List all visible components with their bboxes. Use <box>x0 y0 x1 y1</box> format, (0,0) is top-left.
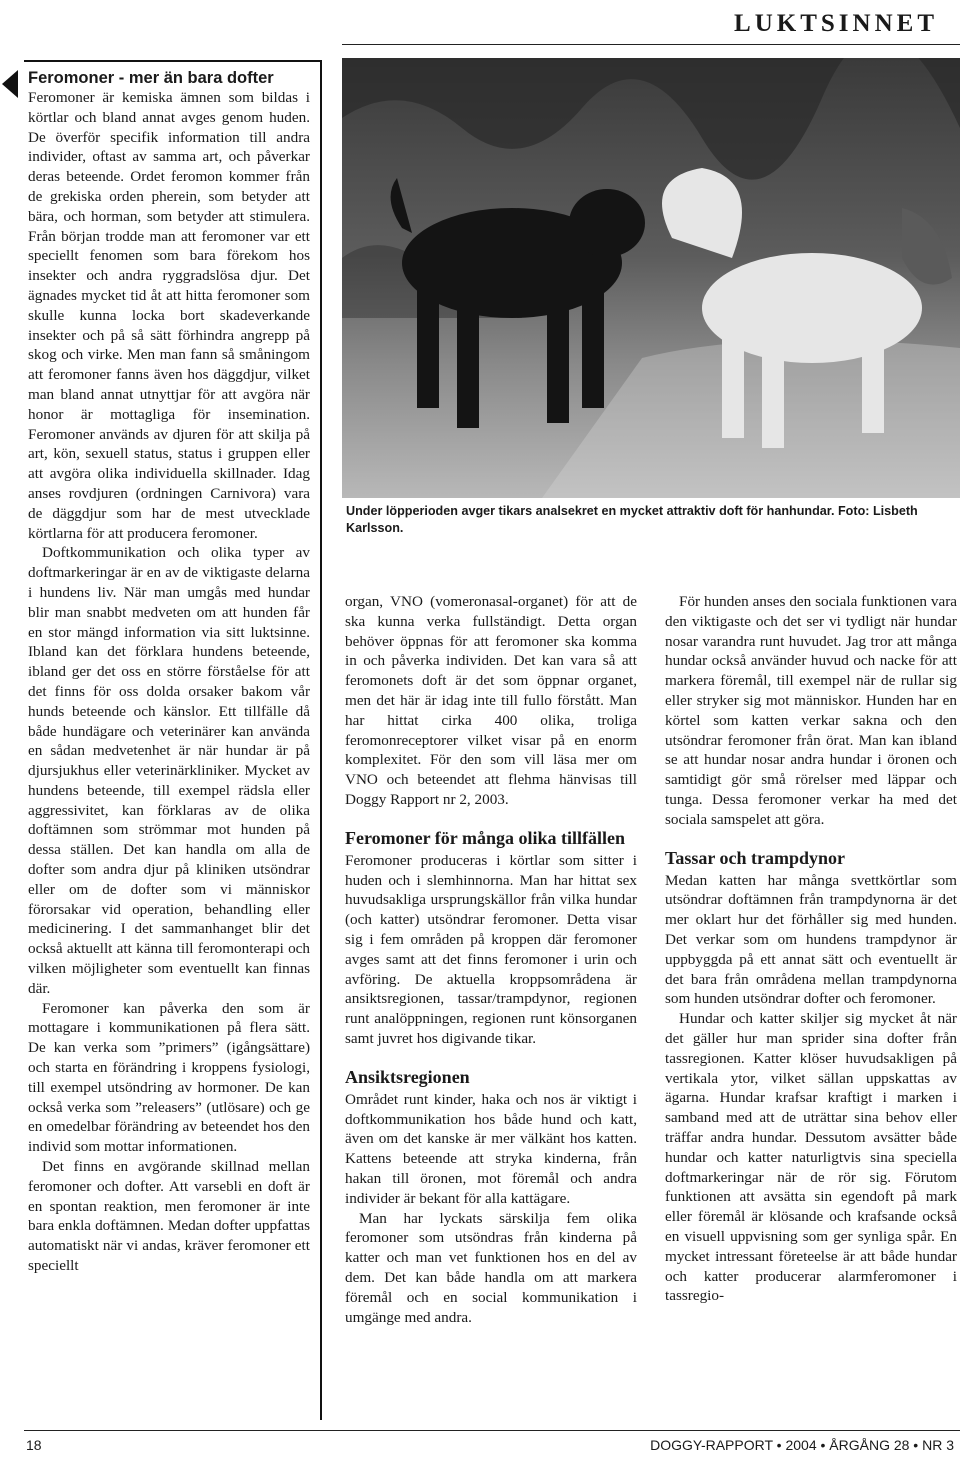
dogs-photo <box>342 58 960 498</box>
body-paragraph: organ, VNO (vomeronasal-organet) för att de ska kunna verka fullständigt. Detta organ behöver öppnas för att feromoner ska komma in och påverka individen. Det kan vara så att feromonets doft är det som öppnar organet, men det här är idag inte till fullo förstått. Man har hittat cirka 400 olika, troliga feromonreceptorer vilket visar på en enorm komplexitet. För den som vill läsa mer om VNO och beteendet att flehma hänvisas till Doggy Rapport nr 2, 2003. <box>345 593 637 808</box>
section-heading: Ansiktsregionen <box>345 1066 470 1087</box>
body-paragraph: För hunden anses den sociala funktionen vara den viktigaste och det ser vi tydligt när hundar nosar varandra runt huvudet. Jag tror att många hundar också använder huvud och nacke för att markera föremål, till exempel när de rullar sig eller stryker sig mot människor. Hunden har en körtel som katten verkar sakna och den utsöndrar feromoner från örat. Man kan ibland se att hundar nosar andra hundar i öronen och samtidigt gör små rörelser med läppar och tunga. Dessa feromoner verkar ha med det sociala samspelet att göra. <box>665 593 957 828</box>
section-title: LUKTSINNET <box>734 10 938 37</box>
publication-info: DOGGY-RAPPORT • 2004 • ÅRGÅNG 28 • NR 3 <box>650 1437 954 1453</box>
sidebar-paragraph: Doftkommunikation och olika typer av doftmarkeringar är en av de viktigaste delarna i hundens liv. När man umgås med hundar blir man snabbt medveten om att hunden får en stor mängd information via sitt luktsinne. Ibland kan det förklara hundens beteende, ibland ger det oss en större förståelse för att det finns för oss dolda orsaker bakom vår hunds beteende och känslor. Ett tillfälle då både hundägare och veterinärer kan använda en sådan medvetenhet är när hundar är på djursjukhus eller veterinärkliniker. Mycket av hundens beteende, till exempel rädsla eller aggressivitet, kan förklaras av de olika doftämnen som strömmar mot hunden på dessa ställen. Det kan handla om alla de dofter som andra djur på kliniken utsöndrar eller om de dofter som vi människor förorsakar vid operation, behandling eller medicinering. I det sammanhanget blir det också aktuellt att känna till feromonterapi och vilken möjligheter som eventuellt kan finnas där. <box>28 544 310 997</box>
dogs-photo-illustration <box>342 58 960 498</box>
sidebar-paragraph: Feromoner kan påverka den som är mottagare i kommunikationen på flera sätt. De kan verka som ”primers” (igångsättare) och starta en förändring i kroppens fysiologi, till exempel utsöndring av hormoner. De kan också verka som ”releasers” (utlösare) och ge en omedelbar förändring av beteendet hos den individ som mottar informationen. <box>28 999 310 1156</box>
section-heading: Feromoner för många olika tillfällen <box>345 827 625 848</box>
column-3 <box>665 592 957 1412</box>
sidebar-box <box>24 60 322 1420</box>
sidebar-paragraph: Feromoner är kemiska ämnen som bildas i körtlar och bland annat avges genom huden. De överför specifik information till andra individer, oftast av samma art, och påverkar deras beteende. Ordet feromon kommer från de grekiska orden pherein, som betyder att bära, och horman, som betyder att stimulera. Från början trodde man att feromoner var ett speciellt fenomen som bara förekom hos insekter och andra ryggradslösa djur. Det ägnades mycket tid åt att hitta feromoner som skulle kunna locka bort skadeverkande insekter och på så sätt förhindra angrepp på skog och virke. Men man fann så småningom att feromoner fanns även hos däggdjur, vilket man bland annat utnyttjar för att avgöra när honor är mottagliga för insemination. Feromoner används av djuren för att skilja på art, kön, sexuell status, status i gruppen eller att avgöra olika individuella skillnader. Idag anses rovdjuren (ordningen Carnivora) vara de däggdjur som har de mest utvecklade körtlarna för att producera feromoner. <box>28 89 310 542</box>
column-2 <box>345 592 637 1412</box>
sidebar-heading: Feromoner - mer än bara dofter <box>28 69 274 87</box>
page-number: 18 <box>26 1437 42 1453</box>
arrow-left-icon <box>2 70 18 98</box>
sidebar-paragraph: Det finns en avgörande skillnad mellan feromoner och dofter. Att varsebli en doft är en spontan reaktion, men feromoner är inte bara enkla doftämnen. Medan dofter uppfattas automatiskt när vi andas, kräver feromoner ett speciellt <box>28 1158 310 1275</box>
body-paragraph: Medan katten har många svettkörtlar som utsöndrar doftämnen från trampdynorna är det mer oklart hur det förhåller sig med hunden. Det verkar som om hundens trampdynor är uppbyggda på ett annat sätt och eventuellt är det bara från områdena mellan trampdynorna som hunden utsöndrar dofter och feromoner. <box>665 871 957 1008</box>
body-paragraph: Feromoner produceras i körtlar som sitter i huden och i slemhinnorna. Man har hittat sex huvudsakliga ursprungskällor från vilka hundar (och katter) utsöndrar feromoner. Detta visar sig i fem områden på kroppen där feromoner avges samt att det finns feromoner i urin och avföring. De aktuella kroppsområdena är ansiktsregionen, tassar/trampdynor, regionen runt analöppningen, regionen runt könsorganen samt juvret hos digivande tikar. <box>345 851 637 1047</box>
footer-rule <box>24 1430 960 1431</box>
body-paragraph: Området runt kinder, haka och nos är viktigt i doftkommunikation hos både hund och katt, även om det kanske är mer välkänt hos katten. Kattens beteende att stryka kinderna, från hakan till öronen, mot föremål och andra individer är bekant för alla kattägare. <box>345 1090 637 1207</box>
body-paragraph: Man har lyckats särskilja fem olika feromoner som utsöndras från kinderna på katter och man vet funktionen hos en del av dem. Det kan både handla om att markera föremål och en social kommunikation i umgänge med andra. <box>345 1209 637 1326</box>
section-heading: Tassar och trampdynor <box>665 847 846 868</box>
header-rule <box>342 44 960 45</box>
photo-caption: Under löpperioden avger tikars analsekret en mycket attraktiv doft för hanhundar. Foto: Lisbeth Karlsson. <box>346 504 918 535</box>
body-paragraph: Hundar och katter skiljer sig mycket åt när det gäller hur man sprider sina dofter från tassregionen. Katter klöser huvudsakligen på vertikala ytor, vilket sällan uppskattas av ägarna. Hundar krafsar kraftigt i marken i samband med att de uträttar sina behov eller träffar andra hundar. Dessutom avsätter både hundar och katter naturligtvis sina speciella doftmarkeringar när de rör sig. Förutom funktionen att avsätta sin egendoft på mark eller föremål är klösande och krafsande också en visuell uppvisning som ger synliga spår. En mycket intressant företeelse är att både hundar och katter producerar alarmferomoner i tassregio- <box>665 1010 957 1305</box>
